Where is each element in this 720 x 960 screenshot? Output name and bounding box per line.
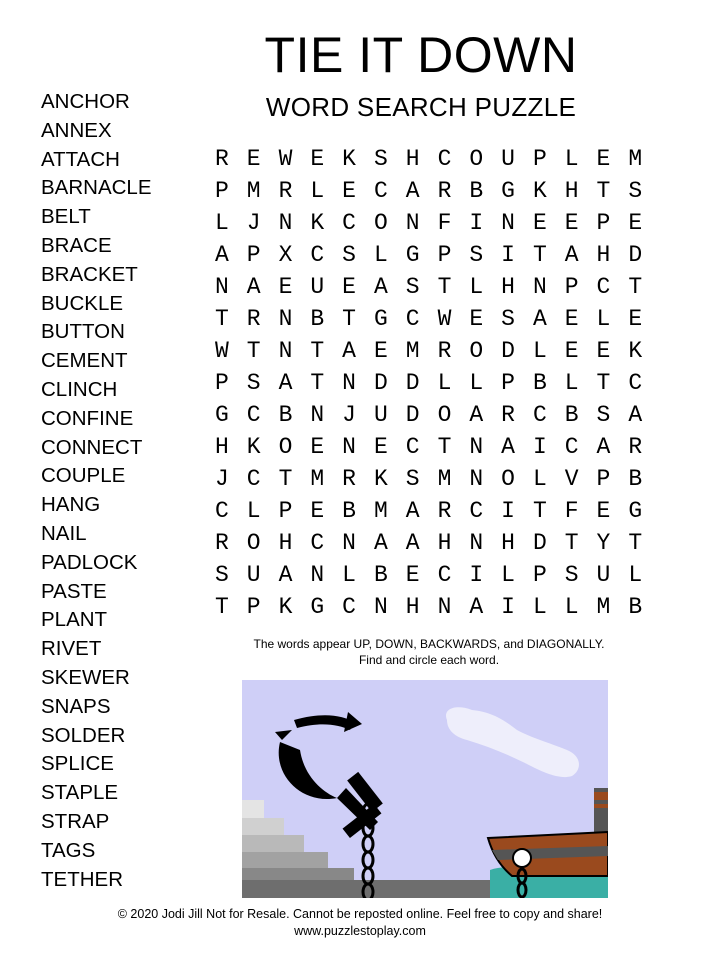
grid-letter[interactable]: A bbox=[214, 242, 229, 268]
word-list-item: HANG bbox=[41, 493, 101, 517]
grid-letter[interactable]: T bbox=[310, 338, 325, 364]
grid-letter[interactable]: A bbox=[628, 402, 643, 428]
grid-letter[interactable]: C bbox=[310, 242, 325, 268]
grid-letter[interactable]: P bbox=[532, 146, 547, 172]
grid-letter[interactable]: B bbox=[469, 178, 484, 204]
grid-letter[interactable]: A bbox=[405, 178, 420, 204]
grid-letter[interactable]: S bbox=[501, 306, 515, 332]
grid-letter[interactable]: E bbox=[628, 210, 643, 236]
word-list-item: SNAPS bbox=[41, 694, 111, 718]
grid-letter[interactable]: O bbox=[501, 466, 515, 492]
grid-letter[interactable]: P bbox=[596, 210, 611, 236]
grid-letter[interactable]: P bbox=[246, 594, 261, 620]
grid-letter[interactable]: E bbox=[310, 498, 325, 524]
word-list-item: ATTACH bbox=[41, 147, 120, 171]
grid-letter[interactable]: M bbox=[437, 466, 452, 492]
grid-letter[interactable]: M bbox=[405, 338, 420, 364]
grid-letter[interactable]: E bbox=[405, 562, 420, 588]
grid-letter[interactable]: B bbox=[628, 594, 643, 620]
grid-letter[interactable]: E bbox=[342, 178, 356, 204]
grid-letter[interactable]: C bbox=[437, 146, 452, 172]
grid-row bbox=[206, 559, 651, 591]
grid-row bbox=[206, 399, 651, 431]
grid-letter[interactable]: C bbox=[246, 402, 261, 428]
grid-row bbox=[206, 527, 651, 559]
grid-letter[interactable]: A bbox=[373, 274, 388, 300]
grid-letter[interactable]: T bbox=[342, 306, 356, 332]
grid-letter[interactable]: M bbox=[310, 466, 325, 492]
grid-letter[interactable]: D bbox=[405, 370, 420, 396]
grid-letter[interactable]: C bbox=[214, 498, 229, 524]
grid-letter[interactable]: R bbox=[437, 338, 452, 364]
grid-row bbox=[206, 431, 651, 463]
word-list-item: BRACKET bbox=[41, 262, 138, 286]
grid-row bbox=[206, 335, 651, 367]
grid-letter[interactable]: L bbox=[532, 594, 547, 620]
grid-letter[interactable]: A bbox=[469, 594, 484, 620]
grid-letter[interactable]: L bbox=[373, 242, 388, 268]
grid-letter[interactable]: S bbox=[469, 242, 484, 268]
grid-letter[interactable]: O bbox=[373, 210, 388, 236]
grid-letter[interactable]: L bbox=[469, 274, 484, 300]
grid-letter[interactable]: P bbox=[246, 242, 261, 268]
word-list-item: COUPLE bbox=[41, 464, 126, 488]
grid-letter[interactable]: N bbox=[310, 402, 325, 428]
grid-letter[interactable]: N bbox=[469, 530, 484, 556]
copyright-notice: © 2020 Jodi Jill Not for Resale. Cannot be reposted online. Feel free to copy and share! bbox=[117, 907, 603, 921]
anchor-ship-illustration bbox=[242, 680, 608, 898]
grid-letter[interactable]: O bbox=[278, 434, 293, 460]
word-list-item: PLANT bbox=[41, 608, 108, 632]
word-list-item: BARNACLE bbox=[41, 176, 152, 200]
grid-letter[interactable]: P bbox=[214, 178, 229, 204]
grid-letter[interactable]: A bbox=[246, 274, 261, 300]
grid-letter[interactable]: L bbox=[214, 210, 229, 236]
word-list-item: ANNEX bbox=[41, 118, 112, 142]
grid-letter[interactable]: S bbox=[564, 562, 579, 588]
grid-letter[interactable]: H bbox=[501, 274, 515, 300]
grid-letter[interactable]: P bbox=[437, 242, 452, 268]
grid-letter[interactable]: B bbox=[628, 466, 643, 492]
word-list-item: NAIL bbox=[41, 521, 87, 545]
grid-row bbox=[206, 175, 651, 207]
grid-letter[interactable]: N bbox=[342, 530, 356, 556]
grid-letter[interactable]: N bbox=[532, 274, 547, 300]
grid-letter[interactable]: O bbox=[437, 402, 452, 428]
grid-letter[interactable]: T bbox=[596, 370, 611, 396]
grid-letter[interactable]: T bbox=[310, 370, 325, 396]
grid-letter[interactable]: N bbox=[342, 434, 356, 460]
grid-letter[interactable]: E bbox=[596, 498, 611, 524]
grid-letter[interactable]: X bbox=[278, 242, 293, 268]
grid-letter[interactable]: J bbox=[342, 402, 356, 428]
grid-letter[interactable]: C bbox=[342, 594, 356, 620]
grid-letter[interactable]: E bbox=[564, 210, 579, 236]
grid-letter[interactable]: H bbox=[278, 530, 293, 556]
grid-letter[interactable]: T bbox=[596, 178, 611, 204]
grid-letter[interactable]: U bbox=[246, 562, 261, 588]
word-list-item: PASTE bbox=[41, 579, 107, 603]
letter-grid bbox=[206, 143, 651, 623]
grid-letter[interactable]: D bbox=[373, 370, 388, 396]
grid-letter[interactable]: G bbox=[310, 594, 325, 620]
grid-letter[interactable]: C bbox=[596, 274, 611, 300]
grid-letter[interactable]: O bbox=[469, 146, 484, 172]
grid-letter[interactable]: K bbox=[278, 594, 293, 620]
grid-letter[interactable]: E bbox=[373, 338, 388, 364]
grid-letter[interactable]: L bbox=[532, 466, 547, 492]
grid-letter[interactable]: I bbox=[532, 434, 547, 460]
grid-letter[interactable]: M bbox=[628, 146, 643, 172]
grid-letter[interactable]: A bbox=[342, 338, 356, 364]
grid-row bbox=[206, 239, 651, 271]
grid-letter[interactable]: M bbox=[373, 498, 388, 524]
grid-letter[interactable]: P bbox=[214, 370, 229, 396]
grid-letter[interactable]: O bbox=[246, 530, 261, 556]
grid-letter[interactable]: N bbox=[501, 210, 515, 236]
grid-letter[interactable]: G bbox=[373, 306, 388, 332]
grid-letter[interactable]: Y bbox=[596, 530, 611, 556]
grid-letter[interactable]: H bbox=[564, 178, 579, 204]
grid-letter[interactable]: A bbox=[596, 434, 611, 460]
grid-letter[interactable]: B bbox=[373, 562, 388, 588]
grid-letter[interactable]: C bbox=[342, 210, 356, 236]
grid-letter[interactable]: C bbox=[246, 466, 261, 492]
grid-letter[interactable]: H bbox=[596, 242, 611, 268]
word-list-item: SKEWER bbox=[41, 665, 130, 689]
grid-letter[interactable]: T bbox=[214, 594, 229, 620]
grid-letter[interactable]: C bbox=[310, 530, 325, 556]
grid-letter[interactable]: L bbox=[628, 562, 643, 588]
grid-letter[interactable]: N bbox=[373, 594, 388, 620]
grid-letter[interactable]: N bbox=[214, 274, 229, 300]
grid-letter[interactable]: H bbox=[405, 146, 420, 172]
grid-letter[interactable]: K bbox=[628, 338, 643, 364]
grid-letter[interactable]: P bbox=[532, 562, 547, 588]
grid-letter[interactable]: N bbox=[342, 370, 356, 396]
grid-row bbox=[206, 591, 651, 623]
grid-letter[interactable]: N bbox=[278, 210, 293, 236]
grid-letter[interactable]: I bbox=[501, 498, 515, 524]
grid-letter[interactable]: R bbox=[628, 434, 643, 460]
word-list-item: CONFINE bbox=[41, 406, 134, 430]
grid-letter[interactable]: R bbox=[342, 466, 356, 492]
grid-letter[interactable]: T bbox=[532, 242, 547, 268]
word-list-item: BUCKLE bbox=[41, 291, 124, 315]
grid-letter[interactable]: P bbox=[596, 466, 611, 492]
grid-letter[interactable]: B bbox=[342, 498, 356, 524]
grid-letter[interactable]: E bbox=[246, 146, 261, 172]
grid-letter[interactable]: K bbox=[310, 210, 325, 236]
grid-letter[interactable]: U bbox=[373, 402, 388, 428]
grid-letter[interactable]: S bbox=[405, 274, 420, 300]
grid-letter[interactable]: S bbox=[405, 466, 420, 492]
grid-letter[interactable]: F bbox=[564, 498, 579, 524]
grid-letter[interactable]: T bbox=[214, 306, 229, 332]
word-list-item: RIVET bbox=[41, 637, 102, 661]
grid-letter[interactable]: A bbox=[278, 370, 293, 396]
grid-letter[interactable]: H bbox=[214, 434, 229, 460]
word-list-item: TAGS bbox=[41, 838, 96, 862]
grid-letter[interactable]: T bbox=[278, 466, 293, 492]
grid-letter[interactable]: I bbox=[501, 594, 515, 620]
website-link[interactable]: www.puzzlestoplay.com bbox=[294, 924, 426, 938]
grid-letter[interactable]: E bbox=[532, 210, 547, 236]
grid-letter[interactable]: P bbox=[501, 370, 515, 396]
grid-letter[interactable]: G bbox=[501, 178, 515, 204]
grid-letter[interactable]: S bbox=[246, 370, 261, 396]
grid-letter[interactable]: F bbox=[437, 210, 452, 236]
grid-letter[interactable]: E bbox=[469, 306, 484, 332]
grid-letter[interactable]: T bbox=[437, 274, 452, 300]
grid-letter[interactable]: I bbox=[469, 562, 484, 588]
grid-letter[interactable]: L bbox=[564, 370, 579, 396]
grid-letter[interactable]: E bbox=[596, 146, 611, 172]
grid-letter[interactable]: L bbox=[564, 594, 579, 620]
grid-letter[interactable]: E bbox=[310, 434, 325, 460]
grid-letter[interactable]: P bbox=[564, 274, 579, 300]
word-list bbox=[41, 88, 152, 894]
grid-letter[interactable]: T bbox=[564, 530, 579, 556]
word-list-item: ANCHOR bbox=[41, 90, 130, 113]
grid-letter[interactable]: C bbox=[532, 402, 547, 428]
grid-row bbox=[206, 495, 651, 527]
grid-letter[interactable]: C bbox=[405, 434, 420, 460]
grid-letter[interactable]: B bbox=[564, 402, 579, 428]
grid-letter[interactable]: A bbox=[564, 242, 579, 268]
grid-letter[interactable]: S bbox=[628, 178, 643, 204]
grid-letter[interactable]: S bbox=[214, 562, 229, 588]
word-list-item: SPLICE bbox=[41, 752, 114, 776]
grid-letter[interactable]: D bbox=[405, 402, 420, 428]
grid-letter[interactable]: L bbox=[596, 306, 611, 332]
word-list-item: PADLOCK bbox=[41, 550, 138, 574]
word-list-item: TETHER bbox=[41, 867, 123, 891]
grid-letter[interactable]: A bbox=[469, 402, 484, 428]
grid-letter[interactable]: D bbox=[532, 530, 547, 556]
grid-letter[interactable]: I bbox=[501, 242, 515, 268]
grid-letter[interactable]: R bbox=[437, 178, 452, 204]
grid-letter[interactable]: K bbox=[342, 146, 356, 172]
grid-letter[interactable]: P bbox=[278, 498, 293, 524]
grid-letter[interactable]: T bbox=[628, 530, 643, 556]
grid-letter[interactable]: E bbox=[564, 306, 579, 332]
grid-letter[interactable]: N bbox=[278, 338, 293, 364]
grid-letter[interactable]: S bbox=[596, 402, 611, 428]
grid-letter[interactable]: D bbox=[501, 338, 515, 364]
grid-letter[interactable]: N bbox=[469, 466, 484, 492]
grid-letter[interactable]: K bbox=[373, 466, 388, 492]
grid-letter[interactable]: A bbox=[373, 530, 388, 556]
grid-letter[interactable]: L bbox=[310, 178, 325, 204]
grid-letter[interactable]: C bbox=[373, 178, 388, 204]
grid-row bbox=[206, 367, 651, 399]
grid-row bbox=[206, 143, 651, 175]
grid-letter[interactable]: H bbox=[405, 594, 420, 620]
grid-letter[interactable]: C bbox=[628, 370, 643, 396]
grid-letter[interactable]: K bbox=[246, 434, 261, 460]
grid-letter[interactable]: U bbox=[310, 274, 325, 300]
grid-letter[interactable]: N bbox=[469, 434, 484, 460]
grid-letter[interactable]: R bbox=[214, 530, 229, 556]
grid-row bbox=[206, 271, 651, 303]
grid-letter[interactable]: G bbox=[214, 402, 229, 428]
grid-letter[interactable]: B bbox=[310, 306, 325, 332]
grid-letter[interactable]: W bbox=[437, 306, 452, 332]
grid-letter[interactable]: N bbox=[310, 562, 325, 588]
grid-letter[interactable]: U bbox=[501, 146, 515, 172]
grid-letter[interactable]: N bbox=[405, 210, 420, 236]
grid-letter[interactable]: W bbox=[278, 146, 293, 172]
grid-letter[interactable]: L bbox=[564, 146, 579, 172]
grid-row bbox=[206, 303, 651, 335]
grid-letter[interactable]: B bbox=[278, 402, 293, 428]
grid-letter[interactable]: R bbox=[437, 498, 452, 524]
grid-letter[interactable]: S bbox=[373, 146, 388, 172]
word-list-item: CLINCH bbox=[41, 377, 118, 401]
word-list-item: CEMENT bbox=[41, 349, 128, 373]
page-subtitle: WORD SEARCH PUZZLE bbox=[265, 92, 577, 122]
grid-letter[interactable]: T bbox=[628, 274, 643, 300]
grid-letter[interactable]: I bbox=[469, 210, 484, 236]
grid-letter[interactable]: C bbox=[405, 306, 420, 332]
grid-letter[interactable]: M bbox=[596, 594, 611, 620]
grid-row bbox=[206, 207, 651, 239]
grid-letter[interactable]: C bbox=[469, 498, 484, 524]
grid-letter[interactable]: J bbox=[214, 466, 229, 492]
grid-letter[interactable]: E bbox=[564, 338, 579, 364]
grid-letter[interactable]: G bbox=[405, 242, 420, 268]
grid-letter[interactable]: K bbox=[532, 178, 547, 204]
grid-letter[interactable]: A bbox=[278, 562, 293, 588]
grid-letter[interactable]: N bbox=[278, 306, 293, 332]
grid-letter[interactable]: L bbox=[501, 562, 515, 588]
grid-letter[interactable]: H bbox=[501, 530, 515, 556]
grid-letter[interactable]: E bbox=[278, 274, 293, 300]
word-list-item: SOLDER bbox=[41, 723, 126, 747]
word-list-item: STAPLE bbox=[41, 781, 119, 805]
grid-letter[interactable]: A bbox=[532, 306, 547, 332]
grid-letter[interactable]: G bbox=[628, 498, 643, 524]
grid-letter[interactable]: E bbox=[596, 338, 611, 364]
grid-letter[interactable]: T bbox=[246, 338, 261, 364]
grid-letter[interactable]: T bbox=[532, 498, 547, 524]
grid-letter[interactable]: L bbox=[246, 498, 261, 524]
grid-letter[interactable]: V bbox=[564, 466, 579, 492]
grid-letter[interactable]: W bbox=[214, 338, 229, 364]
grid-letter[interactable]: L bbox=[469, 370, 484, 396]
grid-letter[interactable]: M bbox=[246, 178, 261, 204]
grid-letter[interactable]: C bbox=[564, 434, 579, 460]
grid-letter[interactable]: L bbox=[342, 562, 356, 588]
grid-letter[interactable]: B bbox=[532, 370, 547, 396]
grid-letter[interactable]: R bbox=[214, 146, 229, 172]
grid-letter[interactable]: E bbox=[373, 434, 388, 460]
word-list-item: CONNECT bbox=[41, 435, 143, 459]
grid-letter[interactable]: U bbox=[596, 562, 611, 588]
grid-letter[interactable]: N bbox=[437, 594, 452, 620]
grid-letter[interactable]: A bbox=[501, 434, 515, 460]
grid-letter[interactable]: R bbox=[278, 178, 293, 204]
grid-letter[interactable]: D bbox=[628, 242, 643, 268]
instructions-line-1: The words appear UP, DOWN, BACKWARDS, and DIAGONALLY. bbox=[253, 637, 605, 651]
grid-letter[interactable]: E bbox=[342, 274, 356, 300]
word-list-item: BRACE bbox=[41, 233, 112, 257]
grid-letter[interactable]: R bbox=[501, 402, 515, 428]
grid-letter[interactable]: O bbox=[469, 338, 484, 364]
grid-letter[interactable]: A bbox=[405, 498, 420, 524]
instructions-line-2: Find and circle each word. bbox=[358, 653, 500, 667]
page-title: TIE IT DOWN bbox=[264, 27, 578, 83]
grid-letter[interactable]: H bbox=[437, 530, 452, 556]
grid-letter[interactable]: S bbox=[342, 242, 356, 268]
grid-letter[interactable]: L bbox=[532, 338, 547, 364]
grid-letter[interactable]: J bbox=[246, 210, 261, 236]
grid-letter[interactable]: E bbox=[310, 146, 325, 172]
grid-letter[interactable]: E bbox=[628, 306, 643, 332]
grid-letter[interactable]: C bbox=[437, 562, 452, 588]
word-list-item: STRAP bbox=[41, 809, 110, 833]
word-list-item: BUTTON bbox=[41, 320, 125, 344]
grid-letter[interactable]: L bbox=[437, 370, 452, 396]
grid-row bbox=[206, 463, 651, 495]
grid-letter[interactable]: R bbox=[246, 306, 261, 332]
word-list-item: BELT bbox=[41, 205, 91, 229]
grid-letter[interactable]: A bbox=[405, 530, 420, 556]
grid-letter[interactable]: T bbox=[437, 434, 452, 460]
